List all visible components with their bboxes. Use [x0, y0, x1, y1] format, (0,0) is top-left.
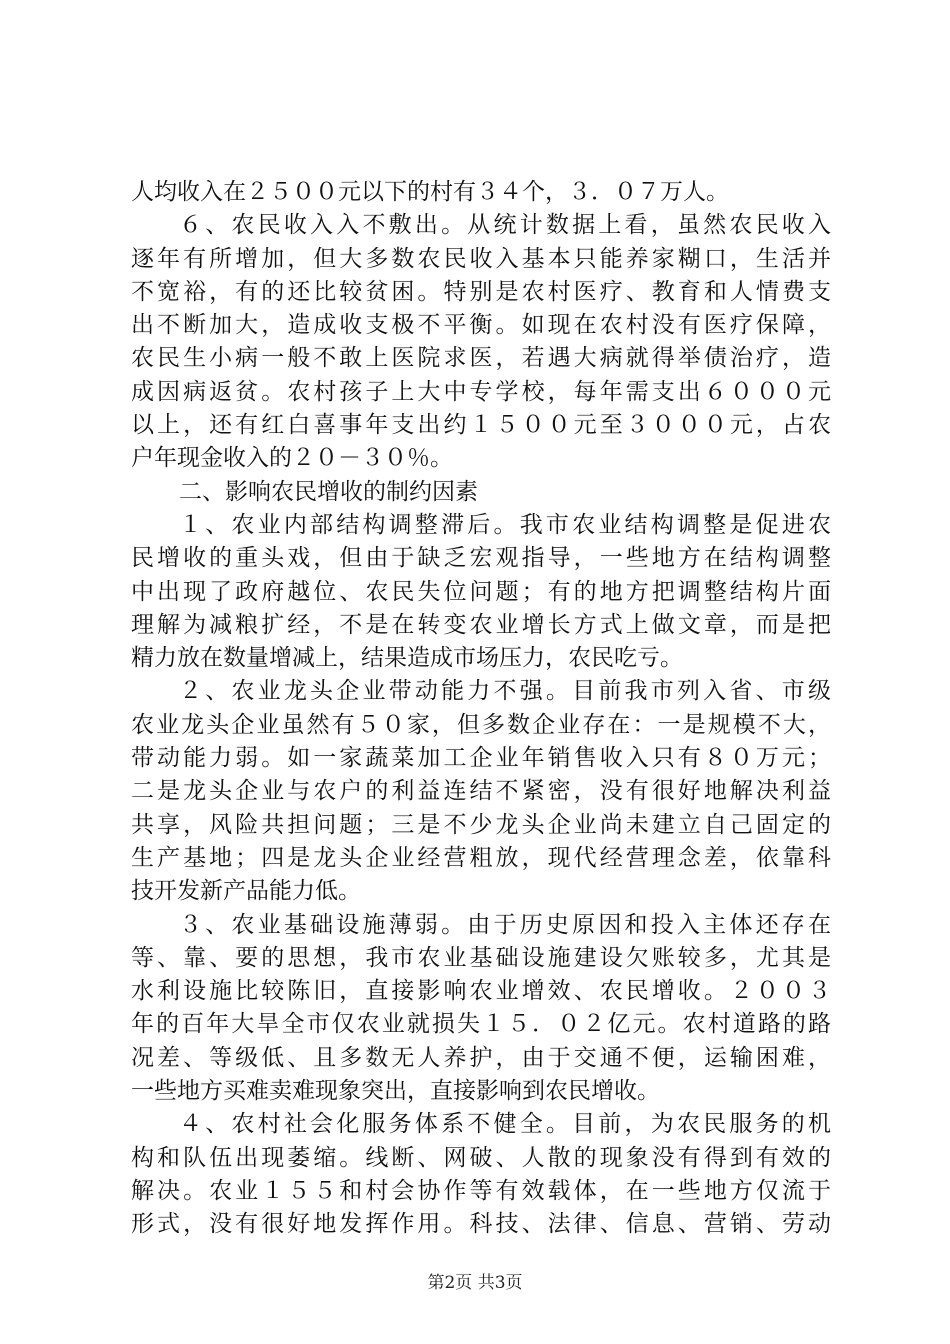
- text-line: 构和队伍出现萎缩。线断、网破、人散的现象没有得到有效的: [131, 1144, 831, 1171]
- text-line: 年的百年大旱全市仅农业就损失１５．０２亿元。农村道路的路: [131, 1011, 831, 1038]
- text-line: 以上，还有红白喜事年支出约１５００元至３０００元，占农: [131, 412, 831, 439]
- text-line: ３、农业基础设施薄弱。由于历史原因和投入主体还存在: [179, 911, 831, 938]
- text-line: 带动能力弱。如一家蔬菜加工企业年销售收入只有８０万元；: [131, 745, 831, 772]
- text-line: 成因病返贫。农村孩子上大中专学校，每年需支出６０００元: [131, 378, 831, 405]
- text-line: 出不断加大，造成收支极不平衡。如现在农村没有医疗保障，: [131, 312, 831, 339]
- text-line: 技开发新产品能力低。: [131, 878, 361, 905]
- text-line: 民增收的重头戏，但由于缺乏宏观指导，一些地方在结构调整: [131, 545, 831, 572]
- text-line: １、农业内部结构调整滞后。我市农业结构调整是促进农: [179, 511, 831, 538]
- text-line: 逐年有所增加，但大多数农民收入基本只能养家糊口，生活并: [131, 245, 831, 272]
- text-line: ４、农村社会化服务体系不健全。目前，为农民服务的机: [179, 1111, 831, 1138]
- text-line: 等、靠、要的思想，我市农业基础设施建设欠账较多，尤其是: [131, 944, 831, 971]
- text-line: 精力放在数量增减上，结果造成市场压力，农民吃亏。: [131, 645, 683, 672]
- text-line: 人均收入在２５００元以下的村有３４个，３．０７万人。: [131, 179, 729, 205]
- text-line: 一些地方买难卖难现象突出，直接影响到农民增收。: [131, 1078, 660, 1105]
- text-line: 形式，没有很好地发挥作用。科技、法律、信息、营销、劳动: [131, 1211, 831, 1238]
- text-line: 农业龙头企业虽然有５０家，但多数企业存在：一是规模不大，: [131, 711, 831, 738]
- text-line: 户年现金收入的２０－３０％。: [131, 445, 453, 472]
- text-line: 解决。农业１５５和村会协作等有效载体，在一些地方仅流于: [131, 1177, 831, 1204]
- document-body: [131, 176, 831, 1242]
- text-line: 生产基地；四是龙头企业经营粗放，现代经营理念差，依靠科: [131, 844, 831, 871]
- text-line: 农民生小病一般不敢上医院求医，若遇大病就得举债治疗，造: [131, 345, 831, 372]
- page-footer: 第2页 共3页: [427, 1273, 523, 1293]
- text-line: 理解为减粮扩经，不是在转变农业增长方式上做文章，而是把: [131, 611, 831, 638]
- text-line: 共享，风险共担问题；三是不少龙头企业尚未建立自己固定的: [131, 811, 831, 838]
- text-line: 二、影响农民增收的制约因素: [179, 478, 478, 505]
- text-line: 况差、等级低、且多数无人养护，由于交通不便，运输困难，: [131, 1044, 831, 1071]
- text-line: 二是龙头企业与农户的利益连结不紧密，没有很好地解决利益: [131, 778, 831, 805]
- text-line: ６、农民收入入不敷出。从统计数据上看，虽然农民收入: [179, 212, 831, 239]
- text-line: ２、农业龙头企业带动能力不强。目前我市列入省、市级: [179, 678, 831, 705]
- text-line: 水利设施比较陈旧，直接影响农业增效、农民增收。２００３: [131, 978, 831, 1005]
- text-line: 不宽裕，有的还比较贫困。特别是农村医疗、教育和人情费支: [131, 278, 831, 305]
- text-line: 中出现了政府越位、农民失位问题；有的地方把调整结构片面: [131, 578, 831, 605]
